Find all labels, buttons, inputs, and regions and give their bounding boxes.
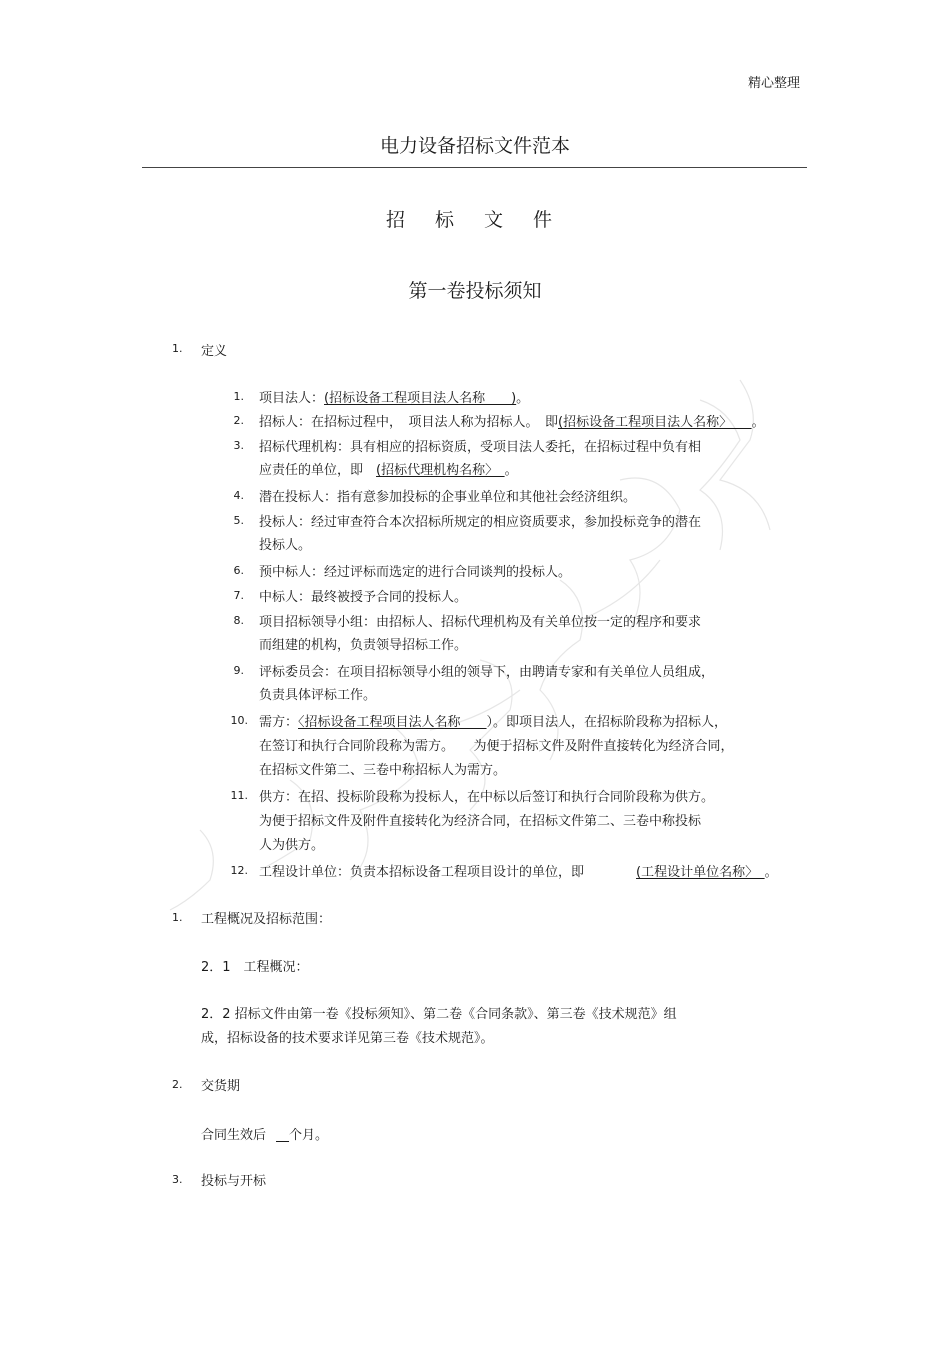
def-number: 10. <box>230 714 248 727</box>
def-item-3-line2: 应责任的单位，即 (招标代理机构名称〉 。 <box>259 463 518 478</box>
def-item-10-line1: 需方：〈招标设备工程项目法人名称 ）。即项目法人，在招标阶段称为招标人， <box>259 715 728 730</box>
def-item-7: 中标人：最终被授予合同的投标人。 <box>259 590 468 605</box>
def-number: 12. <box>230 864 248 877</box>
def-item-9-line2: 负责具体评标工作。 <box>259 688 377 703</box>
section-number: 1. <box>172 342 183 355</box>
subsection-2-2-line2: 成，招标设备的技术要求详见第三卷《技术规范》。 <box>201 1031 494 1046</box>
subsection-2-2-line1: 2．2 招标文件由第一卷《投标须知》、第二卷《合同条款》、第三卷《技术规范》组 <box>201 1007 677 1022</box>
def-number: 5. <box>233 514 244 527</box>
def-item-8-line1: 项目招标领导小组：由招标人、招标代理机构及有关单位按一定的程序和要求 <box>259 615 702 630</box>
delivery-text: 合同生效后 个月。 <box>201 1128 329 1143</box>
def-item-5-line2: 投标人。 <box>259 538 312 553</box>
def-number: 8. <box>233 614 244 627</box>
def-number: 11. <box>230 789 248 802</box>
volume-title: 第一卷投标须知 <box>408 280 542 302</box>
def-number: 6. <box>233 564 244 577</box>
def-number: 2. <box>233 414 244 427</box>
def-item-10-line3: 在招标文件第二、三卷中称招标人为需方。 <box>259 763 507 778</box>
section-title-bidding: 投标与开标 <box>201 1174 267 1189</box>
section-title-overview: 工程概况及招标范围： <box>201 912 332 927</box>
def-item-11-line2: 为便于招标文件及附件直接转化为经济合同，在招标文件第二、三卷中称投标 <box>259 814 702 829</box>
def-item-5-line1: 投标人：经过审查符合本次招标所规定的相应资质要求，参加投标竞争的潜在 <box>259 515 702 530</box>
def-number: 9. <box>233 664 244 677</box>
subsection-2-1: 2．1 工程概况： <box>201 960 309 975</box>
def-number: 7. <box>233 589 244 602</box>
title-divider <box>142 167 807 168</box>
def-item-8-line2: 而组建的机构，负责领导招标工作。 <box>259 638 468 653</box>
def-item-4: 潜在投标人：指有意参加投标的企事业单位和其他社会经济组织。 <box>259 490 637 505</box>
header-tag: 精心整理 <box>747 76 800 91</box>
def-item-10-line2: 在签订和执行合同阶段称为需方。 为便于招标文件及附件直接转化为经济合同， <box>259 739 734 754</box>
subtitle: 招 标 文 件 <box>385 209 565 231</box>
def-number: 3. <box>233 439 244 452</box>
section-number: 1. <box>172 911 183 924</box>
def-item-3-line1: 招标代理机构：具有相应的招标资质，受项目法人委托，在招标过程中负有相 <box>259 440 702 455</box>
section-number: 3. <box>172 1173 183 1186</box>
section-title-delivery: 交货期 <box>201 1079 241 1094</box>
section-title-definitions: 定义 <box>201 344 228 359</box>
def-number: 1. <box>233 390 244 403</box>
def-item-11-line1: 供方：在招、投标阶段称为投标人，在中标以后签订和执行合同阶段称为供方。 <box>259 790 715 805</box>
def-number: 4. <box>233 489 244 502</box>
section-number: 2. <box>172 1078 183 1091</box>
document-title: 电力设备招标文件范本 <box>379 135 570 157</box>
def-item-2: 招标人：在招标过程中， 项目法人称为招标人。 即(招标设备工程项目法人名称〉 。 <box>259 415 765 430</box>
def-item-12: 工程设计单位：负责本招标设备工程项目设计的单位，即 (工程设计单位名称〉 。 <box>259 865 778 880</box>
def-item-1: 项目法人：(招标设备工程项目法人名称 )。 <box>259 391 530 406</box>
def-item-9-line1: 评标委员会：在项目招标领导小组的领导下，由聘请专家和有关单位人员组成， <box>259 665 715 680</box>
def-item-6: 预中标人：经过评标而选定的进行合同谈判的投标人。 <box>259 565 572 580</box>
def-item-11-line3: 人为供方。 <box>259 838 325 853</box>
